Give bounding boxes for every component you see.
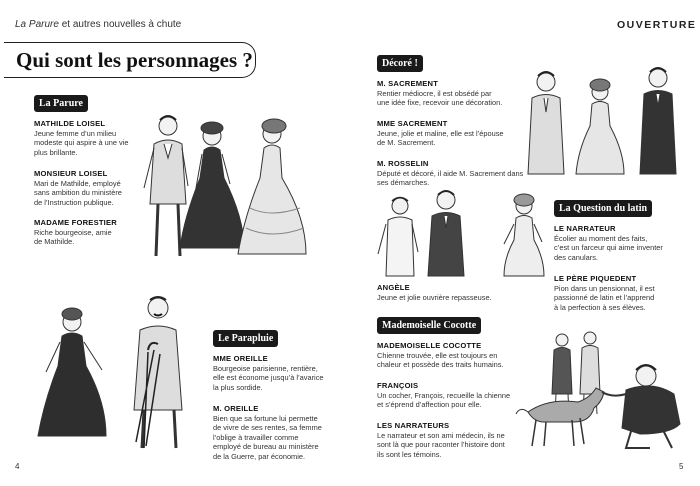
illustration-latin <box>374 188 550 278</box>
character-name: LE NARRATEUR <box>554 224 616 233</box>
character-name: MATHILDE LOISEL <box>34 119 106 128</box>
character-desc: Jeune femme d’un milieu modeste qui aspire à une vie plus brillante. <box>34 129 129 157</box>
illustration-parure <box>132 108 324 268</box>
character-name: M. OREILLE <box>213 404 259 413</box>
character-name: MONSIEUR LOISEL <box>34 169 108 178</box>
illustration-decore <box>516 66 688 178</box>
running-header-rest: et autres nouvelles à chute <box>58 19 182 30</box>
character-name: FRANÇOIS <box>377 381 419 390</box>
page-number-left: 4 <box>15 462 20 471</box>
character-desc: Pion dans un pensionnat, il est passionné de latin et l’apprend à la perfection à ses élèves. <box>554 284 655 312</box>
character-desc: Député et décoré, il aide M. Sacrement dans ses démarches. <box>377 169 524 188</box>
character-desc: Le narrateur et son ami médecin, ils ne sont là que pour raconter l’histoire dont ils sont les témoins. <box>377 431 505 459</box>
character-name: M. ROSSELIN <box>377 159 429 168</box>
character-name: LES NARRATEURS <box>377 421 450 430</box>
running-header-italic: La Parure <box>15 19 59 30</box>
tag-decore: Décoré ! <box>377 55 423 72</box>
character-desc: Un cocher, François, recueille la chienne et s’éprend d’affection pour elle. <box>377 391 511 410</box>
character-name: ANGÈLE <box>377 283 410 292</box>
tag-la-parure: La Parure <box>34 95 88 112</box>
character-desc: Bien que sa fortune lui permette de vivre de ses rentes, sa femme l’oblige à travailler comme employé de bureau au ministère de la Guerre, par économie. <box>213 414 322 461</box>
page-title: Qui sont les personnages ? <box>16 48 253 72</box>
character-desc: Écolier au moment des faits, c’est un farceur qui aime inventer des canulars. <box>554 234 663 262</box>
character-name: MME SACREMENT <box>377 119 448 128</box>
character-desc: Rentier médiocre, il est obsédé par une idée fixe, recevoir une décoration. <box>377 89 503 108</box>
tag-mademoiselle-cocotte: Mademoiselle Cocotte <box>377 317 481 334</box>
character-desc: Jeune, jolie et maline, elle est l’épouse de M. Sacrement. <box>377 129 504 148</box>
character-name: M. SACREMENT <box>377 79 439 88</box>
page-number-right: 5 <box>679 462 684 471</box>
character-name: MADEMOISELLE COCOTTE <box>377 341 482 350</box>
character-desc: Riche bourgeoise, amie de Mathilde. <box>34 228 112 247</box>
section-label: OUVERTURE <box>617 19 697 31</box>
character-desc: Jeune et jolie ouvrière repasseuse. <box>377 293 492 302</box>
character-desc: Mari de Mathilde, employé sans ambition du ministère de l’Instruction publique. <box>34 179 122 207</box>
tag-la-question-du-latin: La Question du latin <box>554 200 652 217</box>
illustration-parapluie <box>30 292 208 452</box>
character-name: LE PÈRE PIQUEDENT <box>554 274 637 283</box>
main-title-box <box>4 42 256 78</box>
character-desc: Bourgeoise parisienne, rentière, elle est économe jusqu’à l’avarice la plus sordide. <box>213 364 324 392</box>
illustration-cocotte <box>514 328 690 452</box>
character-name: MADAME FORESTIER <box>34 218 117 227</box>
running-header <box>15 19 181 30</box>
character-desc: Chienne trouvée, elle est toujours en chaleur et possède des traits humains. <box>377 351 504 370</box>
character-name: MME OREILLE <box>213 354 268 363</box>
tag-le-parapluie: Le Parapluie <box>213 330 278 347</box>
